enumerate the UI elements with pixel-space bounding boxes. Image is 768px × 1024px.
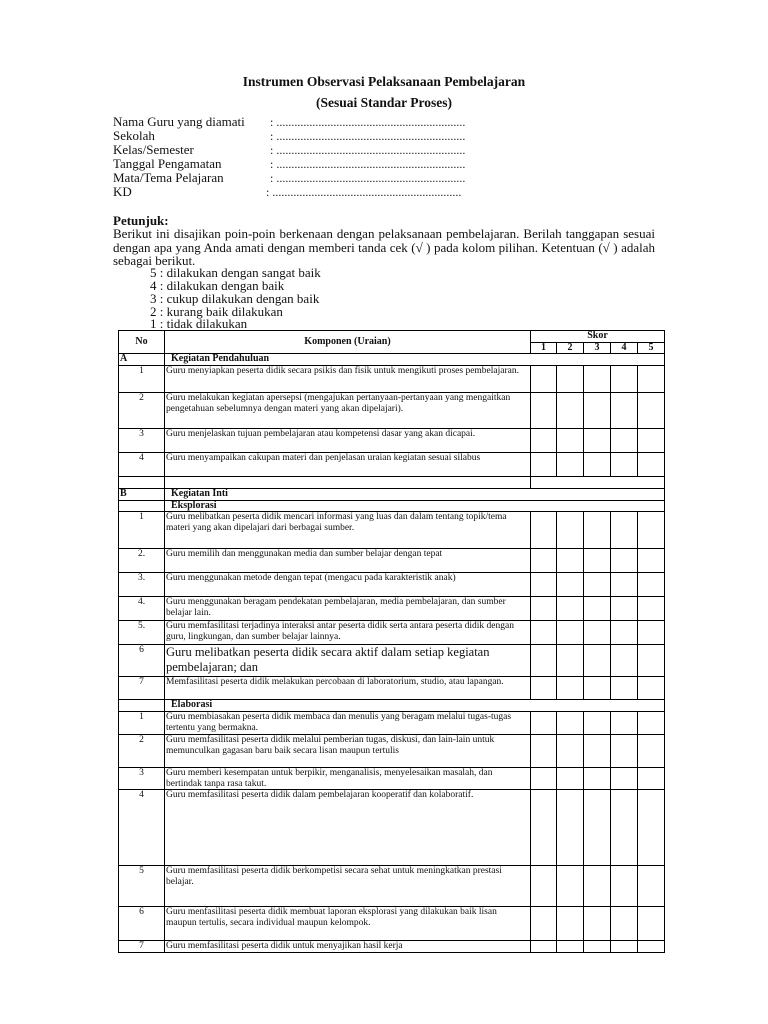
score-cell[interactable]	[531, 621, 557, 645]
score-cell[interactable]	[584, 907, 611, 941]
scale-item: 3 : cukup dilakukan dengan baik	[150, 291, 320, 306]
item-text: Memfasilitasi peserta didik melakukan percobaan di laboratorium, studio, atau lapangan.	[165, 677, 531, 700]
score-cell[interactable]	[638, 735, 665, 768]
score-cell[interactable]	[557, 712, 584, 735]
document-title: Instrumen Observasi Pelaksanaan Pembelajaran	[242, 74, 526, 89]
score-cell[interactable]	[611, 735, 638, 768]
table-row	[119, 907, 665, 941]
score-cell[interactable]	[531, 549, 557, 573]
subsection-row	[119, 500, 665, 512]
identity-label: Sekolah	[113, 128, 155, 143]
score-level: 1	[531, 342, 557, 354]
table-row	[119, 621, 665, 645]
score-cell[interactable]	[584, 790, 611, 866]
subsection-row	[119, 700, 665, 712]
score-cell[interactable]	[611, 941, 638, 953]
identity-label: Kelas/Semester	[113, 142, 194, 157]
score-cell[interactable]	[557, 735, 584, 768]
score-cell[interactable]	[638, 712, 665, 735]
score-cell[interactable]	[638, 393, 665, 429]
score-cell[interactable]	[531, 768, 557, 790]
score-cell[interactable]	[557, 512, 584, 549]
score-cell[interactable]	[638, 790, 665, 866]
score-cell[interactable]	[531, 512, 557, 549]
score-cell[interactable]	[611, 768, 638, 790]
section-row	[119, 489, 665, 501]
item-no: 2	[119, 735, 165, 768]
scale-item: 2 : kurang baik dilakukan	[150, 304, 283, 319]
identity-field: : ...............................................................	[270, 129, 466, 143]
score-cell[interactable]	[531, 790, 557, 866]
score-cell[interactable]	[611, 597, 638, 621]
item-text: Guru melibatkan peserta didik mencari informasi yang luas dan dalam tentang topik/tema materi yang akan dipelajari dari berbagai sumber.	[165, 512, 531, 549]
item-text: Guru menyiapkan peserta didik secara psikis dan fisik untuk mengikuti proses pembelajaran.	[165, 366, 531, 393]
identity-field: : ...............................................................	[270, 115, 466, 129]
item-no: 3	[119, 768, 165, 790]
score-cell[interactable]	[611, 512, 638, 549]
identity-label: KD	[113, 184, 132, 199]
document-subtitle: (Sesuai Standar Proses)	[315, 95, 452, 110]
item-text: Guru memfasilitasi peserta didik melalui pemberian tugas, diskusi, dan lain-lain untuk memunculkan gagasan baru baik secara lisan maupun tertulis	[165, 735, 531, 768]
col-no-header: No	[119, 331, 165, 354]
blank-cell	[119, 700, 165, 712]
score-cell[interactable]	[531, 941, 557, 953]
score-cell[interactable]	[531, 735, 557, 768]
item-text: Guru memfasilitasi peserta didik untuk menyajikan hasil kerja	[165, 941, 531, 953]
identity-label: Mata/Tema Pelajaran	[113, 170, 224, 185]
score-cell[interactable]	[557, 621, 584, 645]
score-cell[interactable]	[638, 866, 665, 907]
table-row	[119, 573, 665, 597]
score-cell[interactable]	[638, 549, 665, 573]
identity-label: Tanggal Pengamatan	[113, 156, 222, 171]
table-row	[119, 768, 665, 790]
score-cell[interactable]	[531, 645, 557, 677]
table-row	[119, 549, 665, 573]
item-text: Guru melakukan kegiatan apersepsi (mengajukan pertanyaan-pertanyaan yang mengaitkan pengetahuan sebelumnya dengan materi yang akan dipelajari).	[165, 393, 531, 429]
table-row	[119, 790, 665, 866]
score-level: 3	[584, 342, 611, 354]
score-cell[interactable]	[638, 621, 665, 645]
table-row	[119, 512, 665, 549]
table-row	[119, 866, 665, 907]
score-level: 5	[638, 342, 665, 354]
score-cell[interactable]	[584, 735, 611, 768]
score-cell[interactable]	[531, 597, 557, 621]
score-cell[interactable]	[611, 453, 638, 477]
score-cell[interactable]	[557, 768, 584, 790]
score-cell[interactable]	[584, 621, 611, 645]
score-cell[interactable]	[611, 790, 638, 866]
item-no: 1	[119, 366, 165, 393]
score-cell[interactable]	[611, 366, 638, 393]
score-cell[interactable]	[557, 597, 584, 621]
table-row	[119, 597, 665, 621]
instructions-heading: Petunjuk:	[113, 213, 169, 228]
table-body	[119, 354, 665, 953]
score-cell[interactable]	[531, 712, 557, 735]
item-no: 7	[119, 941, 165, 953]
score-cell[interactable]	[584, 597, 611, 621]
score-level: 2	[557, 342, 584, 354]
score-cell[interactable]	[557, 677, 584, 700]
score-cell[interactable]	[584, 393, 611, 429]
score-cell[interactable]	[611, 393, 638, 429]
score-cell[interactable]	[531, 677, 557, 700]
subsection-label: Eksplorasi	[165, 500, 665, 512]
table-row	[119, 366, 665, 393]
table-row	[119, 941, 665, 953]
blank-cell	[119, 477, 165, 489]
score-cell[interactable]	[584, 712, 611, 735]
scale-item: 4 : dilakukan dengan baik	[150, 278, 285, 293]
identity-field: : ...............................................................	[270, 171, 466, 185]
score-cell[interactable]	[611, 677, 638, 700]
item-no: 3	[119, 429, 165, 453]
item-text: Guru membiasakan peserta didik membaca dan menulis yang beragam melalui tugas-tugas tertentu yang bermakna.	[165, 712, 531, 735]
section-no: B	[119, 489, 165, 501]
table-row	[119, 712, 665, 735]
identity-row	[113, 114, 466, 129]
item-text: Guru memilih dan menggunakan media dan sumber belajar dengan tepat	[165, 549, 531, 573]
blank-cell	[119, 500, 165, 512]
score-cell[interactable]	[531, 453, 557, 477]
score-cell[interactable]	[531, 393, 557, 429]
score-cell[interactable]	[531, 907, 557, 941]
score-cell[interactable]	[531, 429, 557, 453]
identity-label: Nama Guru yang diamati	[113, 114, 245, 129]
blank-row	[119, 477, 665, 489]
item-text: Guru menfasilitasi peserta didik membuat laporan eksplorasi yang dilakukan baik lisan maupun tertulis, secara individual maupun kelompok.	[165, 907, 531, 941]
table-row	[119, 453, 665, 477]
col-score-header: Skor	[531, 331, 665, 343]
score-cell[interactable]	[584, 512, 611, 549]
score-cell[interactable]	[584, 366, 611, 393]
scale-item: 5 : dilakukan dengan sangat baik	[150, 265, 321, 280]
item-no: 6	[119, 907, 165, 941]
score-cell[interactable]	[557, 393, 584, 429]
table-row	[119, 735, 665, 768]
table-row	[119, 393, 665, 429]
score-cell[interactable]	[557, 790, 584, 866]
item-no: 4	[119, 453, 165, 477]
item-text: Guru memberi kesempatan untuk berpikir, menganalisis, menyelesaikan masalah, dan bertindak tanpa rasa takut.	[165, 768, 531, 790]
table-row	[119, 645, 665, 677]
section-label: Kegiatan Pendahuluan	[165, 354, 665, 366]
item-text: Guru melibatkan peserta didik secara aktif dalam setiap kegiatan pembelajaran; dan	[165, 645, 531, 677]
score-cell[interactable]	[611, 573, 638, 597]
score-cell[interactable]	[584, 573, 611, 597]
item-text: Guru memfasilitasi peserta didik berkompetisi secara sehat untuk meningkatkan prestasi belajar.	[165, 866, 531, 907]
identity-row	[113, 128, 466, 143]
score-cell[interactable]	[638, 512, 665, 549]
score-cell[interactable]	[584, 866, 611, 907]
score-cell[interactable]	[638, 941, 665, 953]
score-cell[interactable]	[638, 573, 665, 597]
score-cell[interactable]	[638, 768, 665, 790]
score-cell[interactable]	[531, 866, 557, 907]
score-cell[interactable]	[531, 366, 557, 393]
table-row	[119, 429, 665, 453]
item-no: 3.	[119, 573, 165, 597]
subsection-label: Elaborasi	[165, 700, 665, 712]
score-cell[interactable]	[584, 768, 611, 790]
score-cell[interactable]	[611, 712, 638, 735]
score-cell[interactable]	[611, 429, 638, 453]
item-no: 1	[119, 712, 165, 735]
item-no: 5.	[119, 621, 165, 645]
score-cell[interactable]	[611, 621, 638, 645]
score-cell[interactable]	[584, 677, 611, 700]
score-cell[interactable]	[584, 549, 611, 573]
item-text: Guru menyampaikan cakupan materi dan penjelasan uraian kegiatan sesuai silabus	[165, 453, 531, 477]
identity-row	[113, 142, 466, 157]
table-row	[119, 677, 665, 700]
item-no: 6	[119, 645, 165, 677]
score-cell[interactable]	[584, 429, 611, 453]
item-no: 2	[119, 393, 165, 429]
score-cell[interactable]	[557, 645, 584, 677]
score-cell[interactable]	[584, 645, 611, 677]
blank-cell	[165, 477, 531, 489]
item-text: Guru menjelaskan tujuan pembelajaran atau kompetensi dasar yang akan dicapai.	[165, 429, 531, 453]
item-text: Guru memfasilitasi peserta didik dalam pembelajaran kooperatif dan kolaboratif.	[165, 790, 531, 866]
scale-item: 1 : tidak dilakukan	[150, 316, 248, 331]
score-cell[interactable]	[611, 907, 638, 941]
score-cell[interactable]	[557, 866, 584, 907]
item-text: Guru memfasilitasi terjadinya interaksi antar peserta didik serta antara peserta didik dengan guru, lingkungan, dan sumber belajar lainnya.	[165, 621, 531, 645]
identity-field: : ...............................................................	[270, 143, 466, 157]
score-cell[interactable]	[638, 645, 665, 677]
score-level: 4	[611, 342, 638, 354]
item-no: 7	[119, 677, 165, 700]
identity-row	[113, 184, 462, 199]
instructions-text: Berikut ini disajikan poin-poin berkenaan dengan pelaksanaan pembelajaran. Berilah tanggapan sesuai dengan apa yang Anda amati dengan memberi tanda cek (√ ) pada kolom pilihan. Ketentuan (√ ) adalah sebagai berikut.	[113, 226, 655, 268]
score-cell[interactable]	[638, 677, 665, 700]
identity-field: : ...............................................................	[266, 185, 462, 199]
section-row	[119, 354, 665, 366]
score-cell[interactable]	[611, 549, 638, 573]
item-no: 5	[119, 866, 165, 907]
score-cell[interactable]	[557, 941, 584, 953]
score-cell[interactable]	[557, 573, 584, 597]
identity-field: : ...............................................................	[270, 157, 466, 171]
score-cell[interactable]	[638, 597, 665, 621]
score-cell[interactable]	[557, 429, 584, 453]
score-cell[interactable]	[557, 453, 584, 477]
score-cell[interactable]	[584, 941, 611, 953]
score-cell[interactable]	[531, 573, 557, 597]
item-text: Guru menggunakan metode dengan tepat (mengacu pada karakteristik anak)	[165, 573, 531, 597]
score-cell[interactable]	[611, 866, 638, 907]
score-cell[interactable]	[638, 366, 665, 393]
observation-table	[118, 330, 665, 953]
blank-cell	[531, 477, 665, 489]
section-no: A	[119, 354, 165, 366]
item-no: 4.	[119, 597, 165, 621]
identity-row	[113, 170, 466, 185]
item-no: 4	[119, 790, 165, 866]
item-no: 2.	[119, 549, 165, 573]
score-cell[interactable]	[638, 429, 665, 453]
score-cell[interactable]	[584, 453, 611, 477]
col-component-header: Komponen (Uraian)	[165, 331, 531, 354]
score-cell[interactable]	[557, 366, 584, 393]
score-cell[interactable]	[638, 907, 665, 941]
score-cell[interactable]	[638, 453, 665, 477]
score-cell[interactable]	[557, 549, 584, 573]
item-text: Guru menggunakan beragam pendekatan pembelajaran, media pembelajaran, dan sumber belajar lain.	[165, 597, 531, 621]
score-cell[interactable]	[557, 907, 584, 941]
identity-row	[113, 156, 466, 171]
score-cell[interactable]	[611, 645, 638, 677]
item-no: 1	[119, 512, 165, 549]
section-label: Kegiatan Inti	[165, 489, 665, 501]
